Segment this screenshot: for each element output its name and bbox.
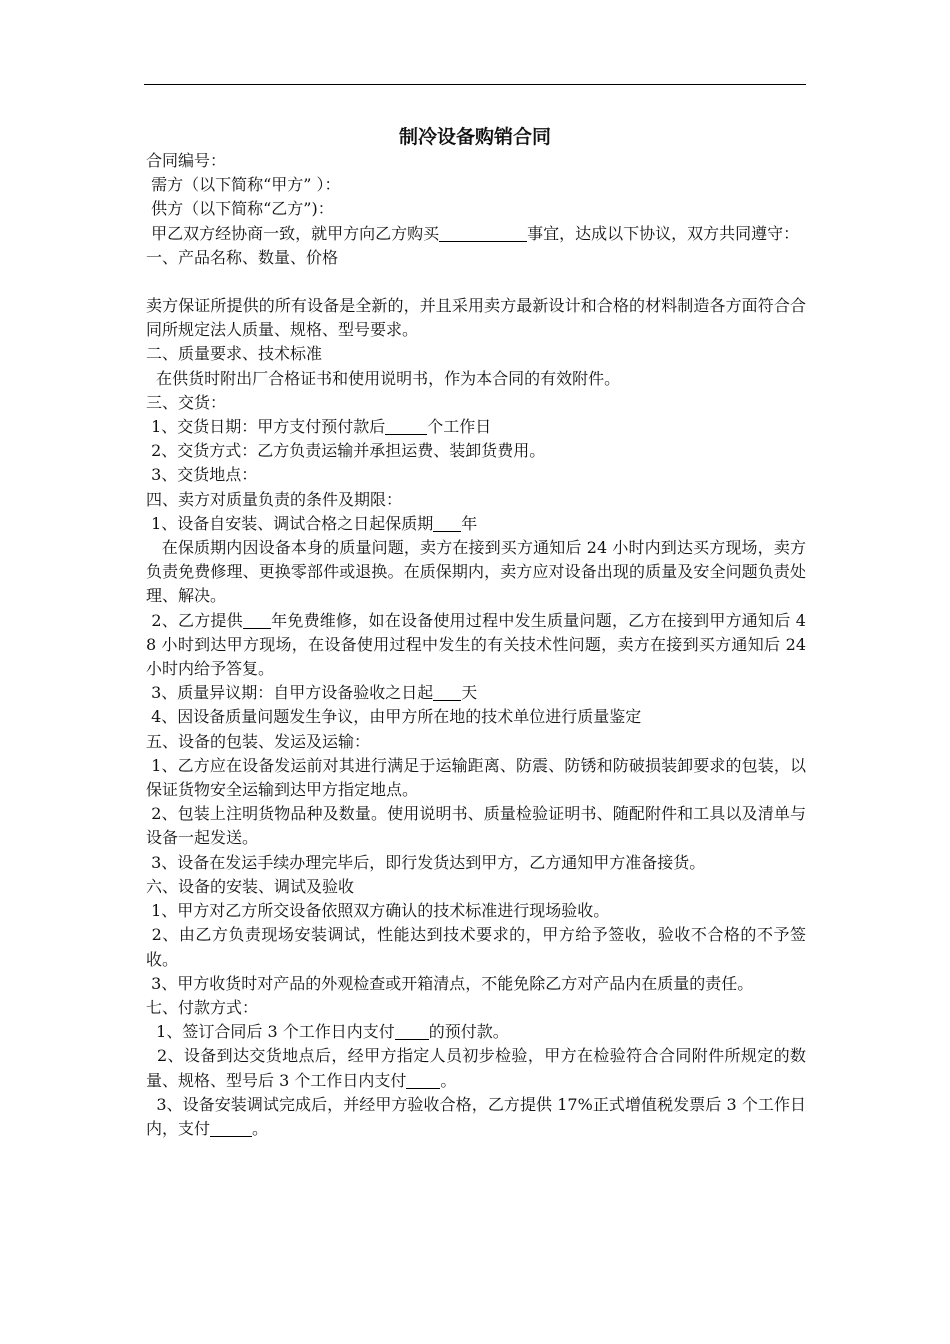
blank-underline xyxy=(433,515,461,532)
blank-underline xyxy=(385,418,427,435)
section-7-heading: 七、付款方式： xyxy=(146,997,259,1017)
preamble-paragraph xyxy=(146,222,806,246)
objection-period-unit: 天 xyxy=(461,683,478,703)
blank-space xyxy=(146,270,806,294)
contract-number-line: 合同编号： xyxy=(146,151,227,170)
warranty-service-paragraph: 在保质期内因设备本身的质量问题，卖方在接到买方通知后 24 小时内到达买方现场，卖方负责免费修理、更换零部件或退换。在质保期内，卖方应对设备出现的质量及安全问题负责处理、解决。 xyxy=(146,538,806,606)
blank-underline xyxy=(243,612,271,629)
delivery-place-line: 3、交货地点： xyxy=(146,465,258,485)
delivery-method-line: 2、交货方式：乙方负责运输并承担运费、装卸货费用。 xyxy=(146,441,546,461)
inspection-paragraph: 3、甲方收货时对产品的外观检查或开箱清点，不能免除乙方对产品内在质量的责任。 xyxy=(146,973,754,993)
section-2-heading: 二、质量要求、技术标准 xyxy=(146,344,323,364)
second-payment-text: 2、设备到达交货地点后，经甲方指定人员初步检验，甲方在检验符合合同附件所规定的数量、规格、型号后 3 个工作日内支付 xyxy=(146,1046,806,1090)
warranty-period-line xyxy=(146,512,806,536)
section-4-heading: 四、卖方对质量负责的条件及期限： xyxy=(146,489,403,509)
free-maintenance-paragraph xyxy=(146,609,812,682)
shipping-line: 3、设备在发运手续办理完毕后，即行发货达到甲方，乙方通知甲方准备接货。 xyxy=(146,852,706,872)
free-maintenance-text-start: 2、乙方提供 xyxy=(146,610,243,630)
preamble-text-end: 事宜，达成以下协议，双方共同遵守： xyxy=(527,223,800,243)
blank-underline xyxy=(395,1023,429,1040)
section-3-heading: 三、交货： xyxy=(146,392,227,412)
delivery-date-line xyxy=(146,415,806,439)
dispute-line: 4、因设备质量问题发生争议，由甲方所在地的技术单位进行质量鉴定 xyxy=(146,707,642,727)
acceptance-line: 1、甲方对乙方所交设备依照双方确认的技术标准进行现场验收。 xyxy=(146,901,610,921)
blank-underline xyxy=(406,1072,440,1089)
blank-underline xyxy=(210,1120,252,1137)
final-payment-end: 。 xyxy=(252,1118,269,1138)
packaging-label-paragraph: 2、包装上注明货物品种及数量。使用说明书、质量检验证明书、随配附件和工具以及清单与设备一起发送。 xyxy=(146,804,806,848)
section-5-heading: 五、设备的包装、发运及运输： xyxy=(146,731,371,751)
section-6-heading: 六、设备的安装、调试及验收 xyxy=(146,876,355,896)
installation-paragraph: 2、由乙方负责现场安装调试，性能达到技术要求的，甲方给予签收，验收不合格的不予签收。 xyxy=(146,925,806,969)
header-rule xyxy=(144,84,806,85)
final-payment-text: 3、设备安装调试完成后，并经甲方验收合格，乙方提供 17%正式增值税发票后 3 个工作日内，支付 xyxy=(146,1094,807,1138)
document-title: 制冷设备购销合同 xyxy=(398,126,551,148)
delivery-date-unit: 个工作日 xyxy=(427,417,492,437)
packaging-paragraph: 1、乙方应在设备发运前对其进行满足于运输距离、防震、防锈和防破损装卸要求的包装，以保证货物安全运输到达甲方指定地点。 xyxy=(146,755,806,800)
certificate-paragraph: 在供货时附出厂合格证书和使用说明书，作为本合同的有效附件。 xyxy=(146,368,621,388)
contract-body xyxy=(146,149,812,1141)
warranty-period-unit: 年 xyxy=(461,513,478,533)
blank-underline xyxy=(433,684,461,701)
second-payment-paragraph xyxy=(146,1044,806,1092)
preamble-text-start: 甲乙双方经协商一致，就甲方向乙方购买 xyxy=(146,223,440,243)
final-payment-paragraph xyxy=(146,1093,806,1141)
blank-underline xyxy=(439,225,527,242)
second-payment-end: 。 xyxy=(440,1070,457,1090)
warranty-period-text: 1、设备自安装、调试合格之日起保质期 xyxy=(146,513,434,533)
warranty-new-equipment-paragraph: 卖方保证所提供的所有设备是全新的，并且采用卖方最新设计和合格的材料制造各方面符合合同所规定法人质量、规格、型号要求。 xyxy=(146,296,806,340)
buyer-line: 需方（以下简称“甲方” ）： xyxy=(146,175,341,195)
prepayment-text: 1、签订合同后 3 个工作日内支付 xyxy=(146,1022,395,1042)
prepayment-line xyxy=(146,1020,806,1044)
objection-period-text: 3、质量异议期：自甲方设备验收之日起 xyxy=(146,683,434,703)
prepayment-text-end: 的预付款。 xyxy=(428,1022,509,1042)
free-maintenance-text-end: 年免费维修，如在设备使用过程中发生质量问题，乙方在接到甲方通知后 48 小时到达甲方现场，在设备使用过程中发生的有关技术性问题，卖方在接到买方通知后 24 小时内给予答复。 xyxy=(146,610,812,679)
seller-line: 供方（以下简称“乙方”)： xyxy=(146,199,334,219)
section-1-heading: 一、产品名称、数量、价格 xyxy=(146,247,339,267)
objection-period-line xyxy=(146,681,806,705)
delivery-date-text: 1、交货日期：甲方支付预付款后 xyxy=(146,417,386,437)
